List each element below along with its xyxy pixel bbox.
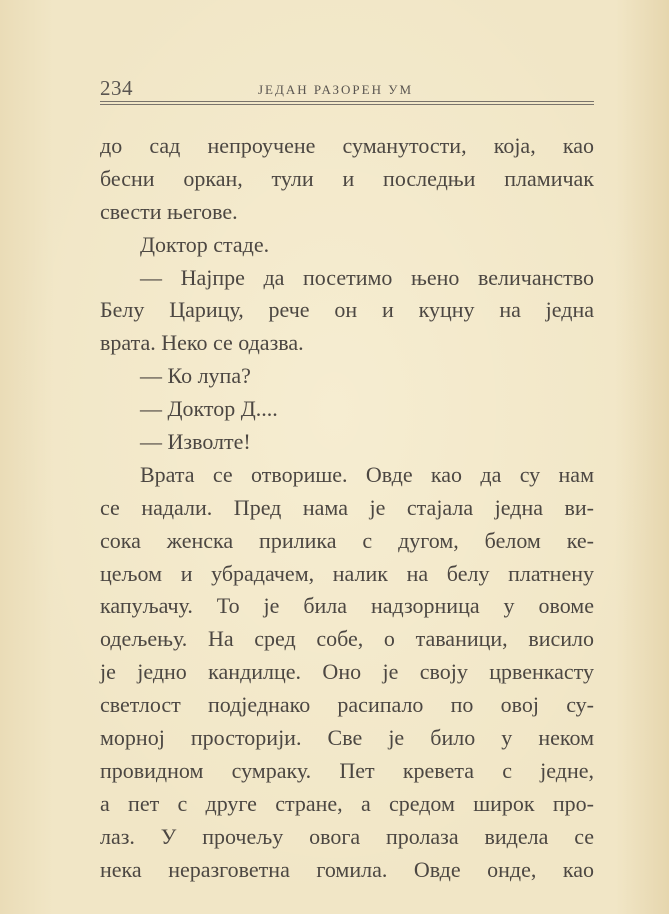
text-line: се надали. Пред нама је стајала једна ви- <box>100 494 594 520</box>
text-line: нека неразговетна гомила. Овде онде, као <box>100 856 594 882</box>
text-line: врата. Неко се одазва. <box>100 330 304 356</box>
text-line: светлост подједнако расипало по овој су- <box>100 692 594 718</box>
text-line: — Доктор Д.... <box>140 396 278 422</box>
text-line: одељењу. На сред собе, о таваници, висило <box>100 626 594 652</box>
text-line: морној просторији. Све је било у неком <box>100 725 594 751</box>
text-line: сока женска прилика с дугом, белом ке- <box>100 527 594 553</box>
text-line: Доктор стаде. <box>140 231 270 257</box>
text-line: Белу Царицу, рече он и куцну на једна <box>100 297 594 323</box>
text-line: провидном сумраку. Пет кревета с једне, <box>100 757 594 783</box>
text-line: Врата се отворише. Овде као да су нам <box>140 461 594 487</box>
text-line: а пет с друге стране, а средом широк про- <box>100 790 594 816</box>
header-rule-bottom <box>100 104 594 105</box>
page-number: 234 <box>100 76 133 100</box>
text-line: капуљачу. То је била надзорница у овоме <box>100 593 594 619</box>
text-line: бесни оркан, тули и последњи пламичак <box>100 165 594 191</box>
text-line: — Ко лупа? <box>140 363 251 389</box>
text-line: цељом и убрадачем, налик на белу платнену <box>100 560 594 586</box>
text-line: — Изволте! <box>140 429 251 455</box>
body-text <box>100 130 594 886</box>
text-line: лаз. У прочељу овога пролаза видела се <box>100 823 594 849</box>
text-line: — Најпре да посетимо њено величанство <box>140 264 594 290</box>
text-line: до сад непроучене суманутости, која, као <box>100 133 594 158</box>
text-line: свести његове. <box>100 198 238 224</box>
header-rule-top <box>100 101 594 102</box>
page-header <box>100 74 594 102</box>
running-title: ЈЕДАН РАЗОРЕН УМ <box>258 82 413 97</box>
text-line: је једно кандилце. Оно је своју црвенкасту <box>100 659 594 685</box>
